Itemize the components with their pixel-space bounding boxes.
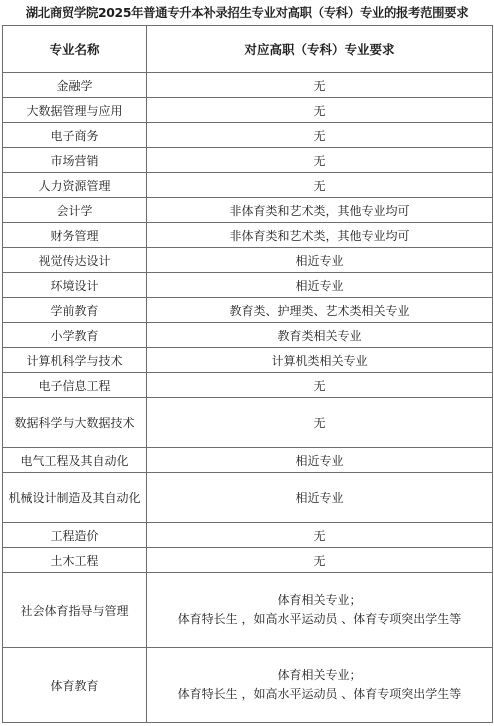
table-row [3,123,493,148]
table-row [3,223,493,248]
table-row [3,398,493,448]
table-row [3,448,493,473]
requirement-cell: 相近专业 [147,448,493,473]
major-cell: 学前教育 [3,298,147,323]
table-row [3,548,493,573]
table-row [3,148,493,173]
major-cell: 工程造价 [3,523,147,548]
table-row [3,348,493,373]
requirement-cell: 无 [147,173,493,198]
table-row [3,473,493,523]
requirement-line: 体育特长生 ，如高水平运动员 、体育专项突出学生等 [177,687,462,701]
table-row [3,373,493,398]
major-cell: 市场营销 [3,148,147,173]
requirement-cell: 无 [147,548,493,573]
requirement-cell: 无 [147,373,493,398]
table-row [3,323,493,348]
major-cell: 电子信息工程 [3,373,147,398]
major-cell: 电子商务 [3,123,147,148]
major-cell: 环境设计 [3,273,147,298]
requirements-table [2,25,493,723]
requirement-cell: 相近专业 [147,248,493,273]
requirement-cell: 无 [147,123,493,148]
requirement-line: 体育相关专业； [277,668,362,682]
table-row [3,173,493,198]
major-cell: 视觉传达设计 [3,248,147,273]
requirement-cell: 计算机类相关专业 [147,348,493,373]
major-cell: 金融学 [3,73,147,98]
table-row [3,73,493,98]
requirement-line: 体育相关专业； [277,593,362,607]
requirement-cell: 无 [147,523,493,548]
table-row [3,98,493,123]
major-cell: 电气工程及其自动化 [3,448,147,473]
major-cell: 机械设计制造及其自动化 [3,473,147,523]
requirement-cell: 教育类、护理类、艺术类相关专业 [147,298,493,323]
major-cell: 土木工程 [3,548,147,573]
document-title: 湖北商贸学院2025年普通专升本补录招生专业对高职（专科）专业的报考范围要求 [25,5,469,20]
requirement-cell: 非体育类和艺术类，其他专业均可 [147,223,493,248]
table-row [3,248,493,273]
major-cell: 大数据管理与应用 [3,98,147,123]
requirement-cell: 无 [147,73,493,98]
major-cell: 体育教育 [3,648,147,723]
major-cell: 财务管理 [3,223,147,248]
table-row [3,198,493,223]
major-cell: 会计学 [3,198,147,223]
major-cell: 小学教育 [3,323,147,348]
table-row [3,523,493,548]
major-cell: 数据科学与大数据技术 [3,398,147,448]
table-row [3,573,493,648]
requirement-cell: 非体育类和艺术类，其他专业均可 [147,198,493,223]
requirement-line: 体育特长生 ，如高水平运动员 、体育专项突出学生等 [177,612,462,626]
major-cell: 人力资源管理 [3,173,147,198]
requirement-cell: 相近专业 [147,273,493,298]
major-cell: 社会体育指导与管理 [3,573,147,648]
requirement-cell: 相近专业 [147,473,493,523]
column-header-major: 专业名称 [3,26,147,73]
column-header-requirement: 对应高职（专科）专业要求 [147,26,493,73]
requirement-cell [147,648,493,723]
requirement-cell: 无 [147,398,493,448]
requirement-cell: 无 [147,148,493,173]
table-row [3,298,493,323]
requirement-cell [147,573,493,648]
major-cell: 计算机科学与技术 [3,348,147,373]
table-row [3,648,493,723]
table-header-row [3,26,493,73]
table-row [3,273,493,298]
requirement-cell: 无 [147,98,493,123]
requirement-cell: 教育类相关专业 [147,323,493,348]
